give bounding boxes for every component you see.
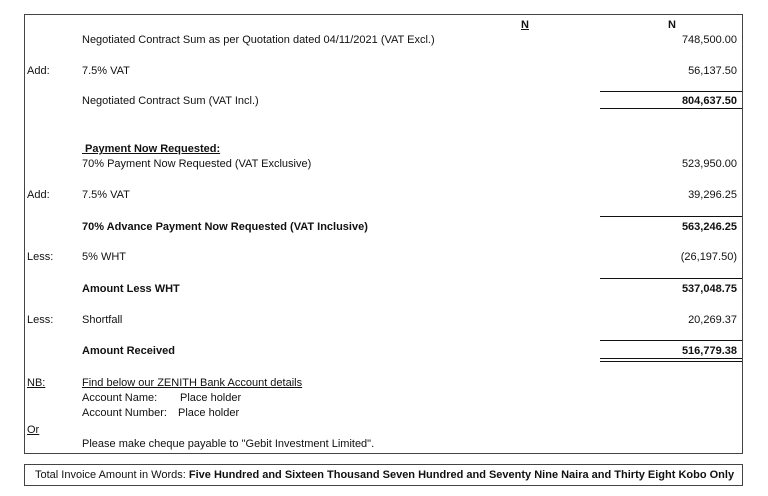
amount-in-words-label: Total Invoice Amount in Words:: [35, 469, 189, 481]
advance-incl-amount: 563,246.25: [681, 221, 737, 233]
rule-contract-incl-bottom: [600, 108, 742, 109]
contract-incl-amount: 804,637.50: [681, 95, 737, 107]
vat2-amount: 39,296.25: [688, 189, 737, 201]
rule-received-top: [600, 340, 742, 341]
shortfall-desc: Shortfall: [82, 314, 123, 326]
bank-heading: Find below our ZENITH Bank Account details: [82, 377, 303, 389]
or-label: Or: [27, 424, 40, 436]
payment-excl-amount: 523,950.00: [681, 158, 737, 170]
amount-in-words-box: [24, 464, 743, 486]
column-header-naira-1: N: [521, 19, 529, 31]
amount-received-desc: Amount Received: [82, 345, 175, 357]
vat1-desc: 7.5% VAT: [82, 65, 130, 77]
rule-advance-top: [600, 216, 742, 217]
wht-label: Less:: [27, 251, 54, 263]
account-name-value: Place holder: [180, 392, 242, 404]
rule-received-bottom-2: [600, 361, 742, 362]
amount-in-words-value: Five Hundred and Sixteen Thousand Seven Hundred and Seventy Nine Naira and Thirty Eight Kobo Only: [188, 469, 735, 481]
amount-received-amount: 516,779.38: [681, 345, 737, 357]
contract-excl-desc: Negotiated Contract Sum as per Quotation dated 04/11/2021 (VAT Excl.): [82, 34, 435, 46]
cheque-note: Please make cheque payable to "Gebit Investment Limited".: [82, 438, 375, 450]
shortfall-amount: 20,269.37: [688, 314, 737, 326]
payment-heading: Payment Now Requested:: [82, 143, 221, 155]
contract-incl-desc: Negotiated Contract Sum (VAT Incl.): [82, 95, 259, 107]
wht-desc: 5% WHT: [82, 251, 126, 263]
account-name-label: Account Name:: [82, 392, 158, 404]
vat1-amount: 56,137.50: [688, 65, 737, 77]
rule-received-bottom-1: [600, 358, 742, 359]
wht-amount: (26,197.50): [680, 251, 737, 263]
vat2-label: Add:: [27, 189, 50, 201]
shortfall-label: Less:: [27, 314, 54, 326]
account-number-value: Place holder: [178, 407, 240, 419]
rule-less-wht-top: [600, 278, 742, 279]
contract-excl-amount: 748,500.00: [681, 34, 737, 46]
vat2-desc: 7.5% VAT: [82, 189, 130, 201]
amount-less-wht-amount: 537,048.75: [681, 283, 737, 295]
amount-less-wht-desc: Amount Less WHT: [82, 283, 180, 295]
vat1-label: Add:: [27, 65, 50, 77]
advance-incl-desc: 70% Advance Payment Now Requested (VAT Inclusive): [82, 221, 368, 233]
column-header-naira-2: N: [668, 19, 676, 31]
nb-label: NB:: [27, 377, 46, 389]
account-number-label: Account Number:: [82, 407, 167, 419]
rule-contract-incl-top: [600, 91, 742, 92]
payment-excl-desc: 70% Payment Now Requested (VAT Exclusive): [82, 158, 312, 170]
